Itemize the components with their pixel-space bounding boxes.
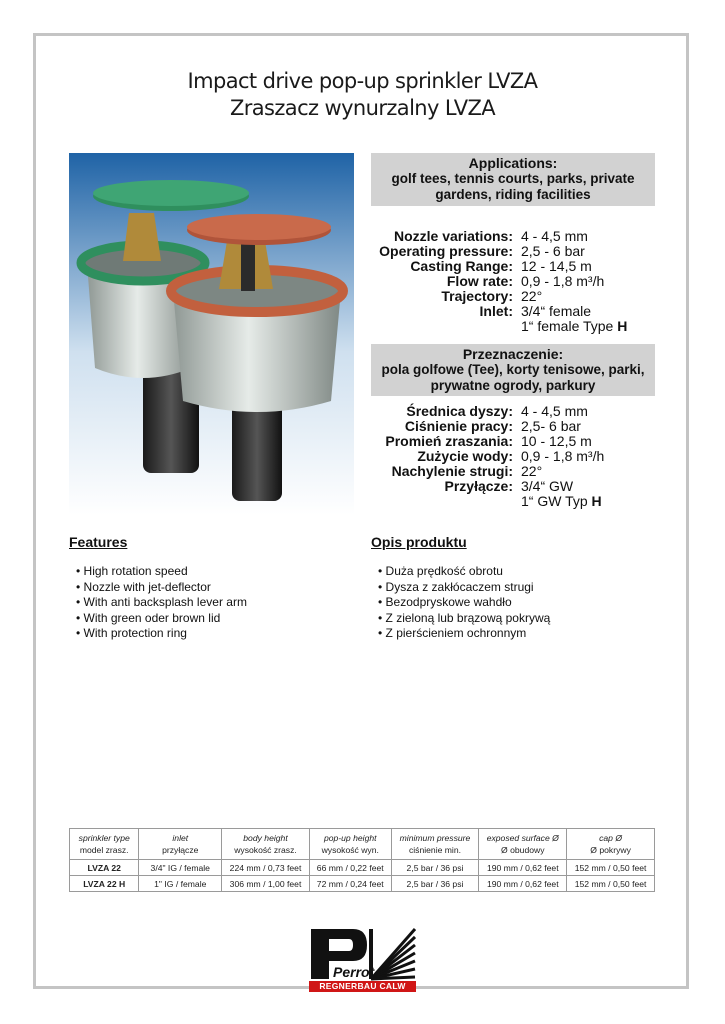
spec-value: 10 - 12,5 m: [521, 433, 592, 449]
table-cell: 306 mm / 1,00 feet: [222, 876, 310, 892]
spec-label: Inlet:: [479, 303, 513, 319]
spec-value: [521, 319, 671, 334]
spec-value-text: 1“ female Type: [521, 318, 618, 334]
opis-heading: Opis produktu: [371, 534, 467, 550]
spec-value: 4 - 4,5 mm: [521, 228, 588, 244]
header-pl: wysokość wyn.: [321, 845, 379, 855]
header-en: inlet: [172, 833, 189, 843]
spec-value-text: 1“ GW Typ: [521, 493, 592, 509]
spec-label: Ciśnienie pracy:: [404, 418, 513, 434]
spec-row: [371, 274, 671, 289]
table-cell: 224 mm / 0,73 feet: [222, 860, 310, 876]
applications-heading: Applications:: [468, 155, 558, 171]
table-cell: 3/4" IG / female: [139, 860, 222, 876]
title-line-pl: Zraszacz wynurzalny LVZA: [229, 96, 496, 120]
spec-label: [371, 494, 521, 509]
header-pl: Ø pokrywy: [590, 845, 631, 855]
header-pl: ciśnienie min.: [408, 845, 461, 855]
features-list: [76, 564, 247, 642]
spec-row: [371, 464, 671, 479]
table-cell: 2,5 bar / 36 psi: [391, 876, 479, 892]
spec-value: 3/4“ GW: [521, 478, 574, 494]
table-header: [391, 829, 479, 860]
spec-label: Promień zraszania:: [385, 433, 513, 449]
przeznaczenie-box: [371, 344, 655, 396]
header-en: minimum pressure: [399, 833, 471, 843]
header-en: sprinkler type: [78, 833, 130, 843]
spec-row: [371, 404, 671, 419]
table-cell: 2,5 bar / 36 psi: [391, 860, 479, 876]
table-header: [479, 829, 567, 860]
spec-label: Nozzle variations:: [393, 228, 513, 244]
header-pl: przyłącze: [162, 845, 199, 855]
features-heading: Features: [69, 534, 128, 550]
table-header: [567, 829, 655, 860]
table-cell-model: LVZA 22: [70, 860, 139, 876]
spec-row: [371, 494, 671, 509]
specs-en: [371, 229, 671, 334]
logo-tagline: REGNERBAU CALW: [309, 981, 416, 992]
list-item: • Duża prędkość obrotu: [378, 564, 550, 580]
spec-value-type: H: [617, 318, 628, 334]
spec-table: [69, 828, 655, 892]
list-item: • Z zieloną lub brązową pokrywą: [378, 611, 550, 627]
header-pl: model zrasz.: [79, 845, 129, 855]
table-header: [222, 829, 310, 860]
spec-row: [371, 479, 671, 494]
header-pl: Ø obudowy: [501, 845, 545, 855]
list-item: • With green oder brown lid: [76, 611, 247, 627]
header-en: body height: [243, 833, 288, 843]
table-header-row: [70, 829, 655, 860]
svg-text:Perrot: Perrot: [333, 964, 375, 980]
table-header: [70, 829, 139, 860]
list-item: • Z pierścieniem ochronnym: [378, 626, 550, 642]
spec-label: [371, 319, 521, 334]
specs-pl: [371, 404, 671, 509]
spec-label: Trajectory:: [441, 288, 513, 304]
table-cell: 66 mm / 0,22 feet: [309, 860, 391, 876]
spec-value: 12 - 14,5 m: [521, 258, 592, 274]
spec-value: 2,5- 6 bar: [521, 418, 581, 434]
przeznaczenie-heading: Przeznaczenie:: [462, 346, 564, 362]
table-cell: 1" IG / female: [139, 876, 222, 892]
spec-label: Casting Range:: [410, 258, 513, 274]
table-row: [70, 860, 655, 876]
spec-row: [371, 244, 671, 259]
spec-value: 0,9 - 1,8 m³/h: [521, 273, 605, 289]
table-cell: 152 mm / 0,50 feet: [567, 860, 655, 876]
spec-label: Średnica dyszy:: [406, 403, 513, 419]
table-header: [309, 829, 391, 860]
spec-value-type: H: [591, 493, 602, 509]
table-header: [139, 829, 222, 860]
table-cell: 190 mm / 0,62 feet: [479, 860, 567, 876]
spec-value: 3/4“ female: [521, 303, 592, 319]
header-pl: wysokość zrasz.: [234, 845, 297, 855]
spec-row: [371, 319, 671, 334]
spec-label: Operating pressure:: [379, 243, 513, 259]
table-cell-model: LVZA 22 H: [70, 876, 139, 892]
table-cell: 152 mm / 0,50 feet: [567, 876, 655, 892]
spec-value: 22°: [521, 288, 543, 304]
spec-label: Zużycie wody:: [417, 448, 513, 464]
table-row: [70, 876, 655, 892]
applications-box: [371, 153, 655, 206]
spec-label: Przyłącze:: [444, 478, 513, 494]
header-en: exposed surface Ø: [486, 833, 559, 843]
spec-value: [521, 494, 671, 509]
list-item: • Bezodpryskowe wahdło: [378, 595, 550, 611]
list-item: • High rotation speed: [76, 564, 247, 580]
title-line-en: Impact drive pop-up sprinkler LVZA: [187, 69, 538, 93]
list-item: • Dysza z zakłócaczem strugi: [378, 580, 550, 596]
list-item: • Nozzle with jet-deflector: [76, 580, 247, 596]
header-en: pop-up height: [323, 833, 377, 843]
table-cell: 190 mm / 0,62 feet: [479, 876, 567, 892]
spec-value: 0,9 - 1,8 m³/h: [521, 448, 605, 464]
spec-value: 4 - 4,5 mm: [521, 403, 588, 419]
spec-row: [371, 289, 671, 304]
product-photo: [69, 153, 354, 515]
list-item: • With protection ring: [76, 626, 247, 642]
spec-label: Flow rate:: [446, 273, 513, 289]
page-title: [0, 68, 725, 122]
spec-row: [371, 304, 671, 319]
spec-value: 22°: [521, 463, 543, 479]
przeznaczenie-text: pola golfowe (Tee), korty tenisowe, parki, prywatne ogrody, parkury: [381, 362, 645, 393]
spec-row: [371, 449, 671, 464]
spec-label: Nachylenie strugi:: [391, 463, 513, 479]
opis-list: [378, 564, 550, 642]
applications-text: golf tees, tennis courts, parks, private gardens, riding facilities: [391, 171, 635, 202]
spec-value: 2,5 - 6 bar: [521, 243, 585, 259]
spec-row: [371, 229, 671, 244]
table-cell: 72 mm / 0,24 feet: [309, 876, 391, 892]
spec-row: [371, 259, 671, 274]
spec-row: [371, 434, 671, 449]
list-item: • With anti backsplash lever arm: [76, 595, 247, 611]
spec-row: [371, 419, 671, 434]
header-en: cap Ø: [599, 833, 623, 843]
